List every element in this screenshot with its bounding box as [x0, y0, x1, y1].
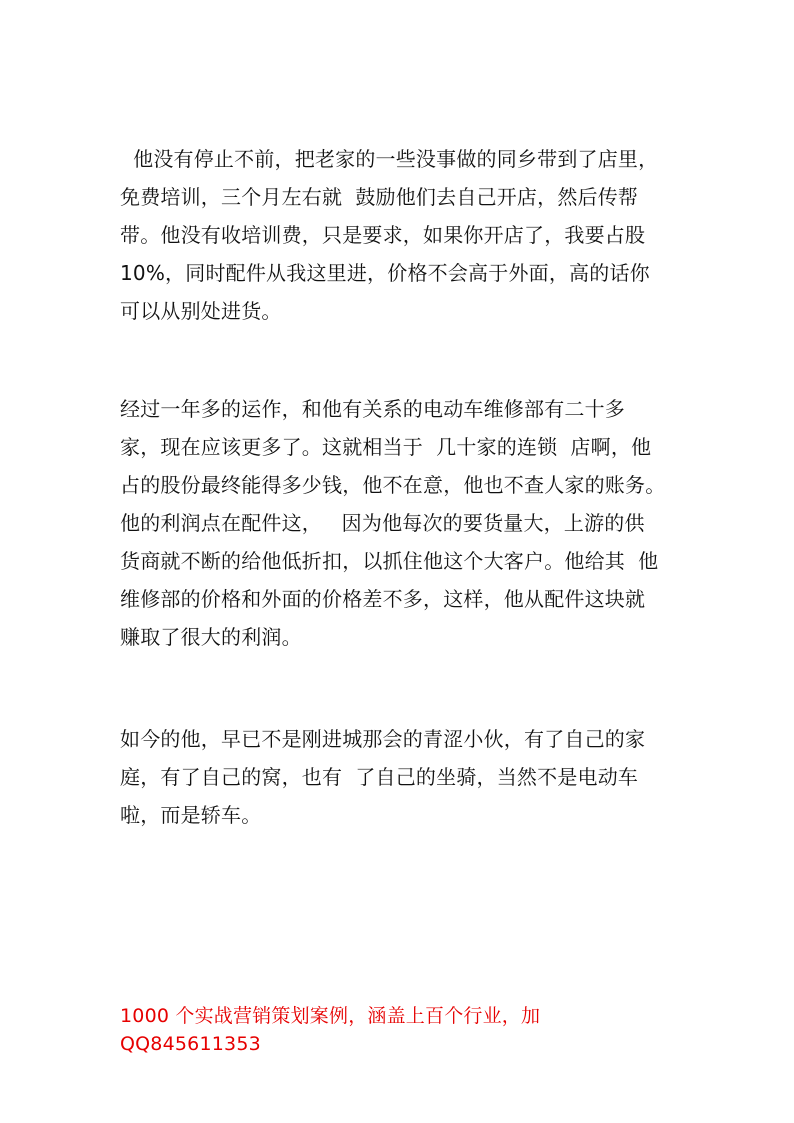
paragraph-training: [120, 140, 680, 330]
text-line: 啦，而是轿车。: [120, 803, 262, 827]
text-line: 他的利润点在配件这， 因为他每次的要货量大，上游的供: [120, 511, 645, 535]
text-line: 带。他没有收培训费，只是要求，如果你开店了，我要占股: [120, 223, 646, 247]
text-line: 庭，有了自己的窝，也有 了自己的坐骑，当然不是电动车: [120, 765, 639, 789]
text-line: 如今的他，早已不是刚进城那会的青涩小伙，有了自己的家: [120, 727, 646, 751]
text-line: 赚取了很大的利润。: [120, 625, 302, 649]
text-line: 维修部的价格和外面的价格差不多，这样，他从配件这块就: [120, 587, 646, 611]
text-line: 家，现在应该更多了。这就相当于 几十家的连锁 店啊，他: [120, 435, 652, 459]
text-line: 占的股份最终能得多少钱，他不在意，他也不查人家的账务。: [120, 473, 666, 497]
paragraph-operation: [120, 390, 680, 656]
text-line: 10%，同时配件从我这里进，价格不会高于外面，高的话你: [120, 261, 650, 285]
text-line: 可以从别处进货。: [120, 299, 282, 323]
promo-qq-line: QQ845611353: [120, 1033, 261, 1055]
text-line: 免费培训，三个月左右就 鼓励他们去自己开店，然后传帮: [120, 185, 639, 209]
text-line: 经过一年多的运作，和他有关系的电动车维修部有二十多: [120, 397, 625, 421]
text-line: 货商就不断的给他低折扣，以抓住他这个大客户。他给其 他: [120, 549, 659, 573]
promo-line: 1000 个实战营销策划案例，涵盖上百个行业，加: [120, 1005, 541, 1027]
paragraph-today: [120, 720, 680, 834]
promo-footer: [120, 1002, 680, 1058]
text-line: 他没有停止不前，把老家的一些没事做的同乡带到了店里，: [120, 147, 659, 171]
